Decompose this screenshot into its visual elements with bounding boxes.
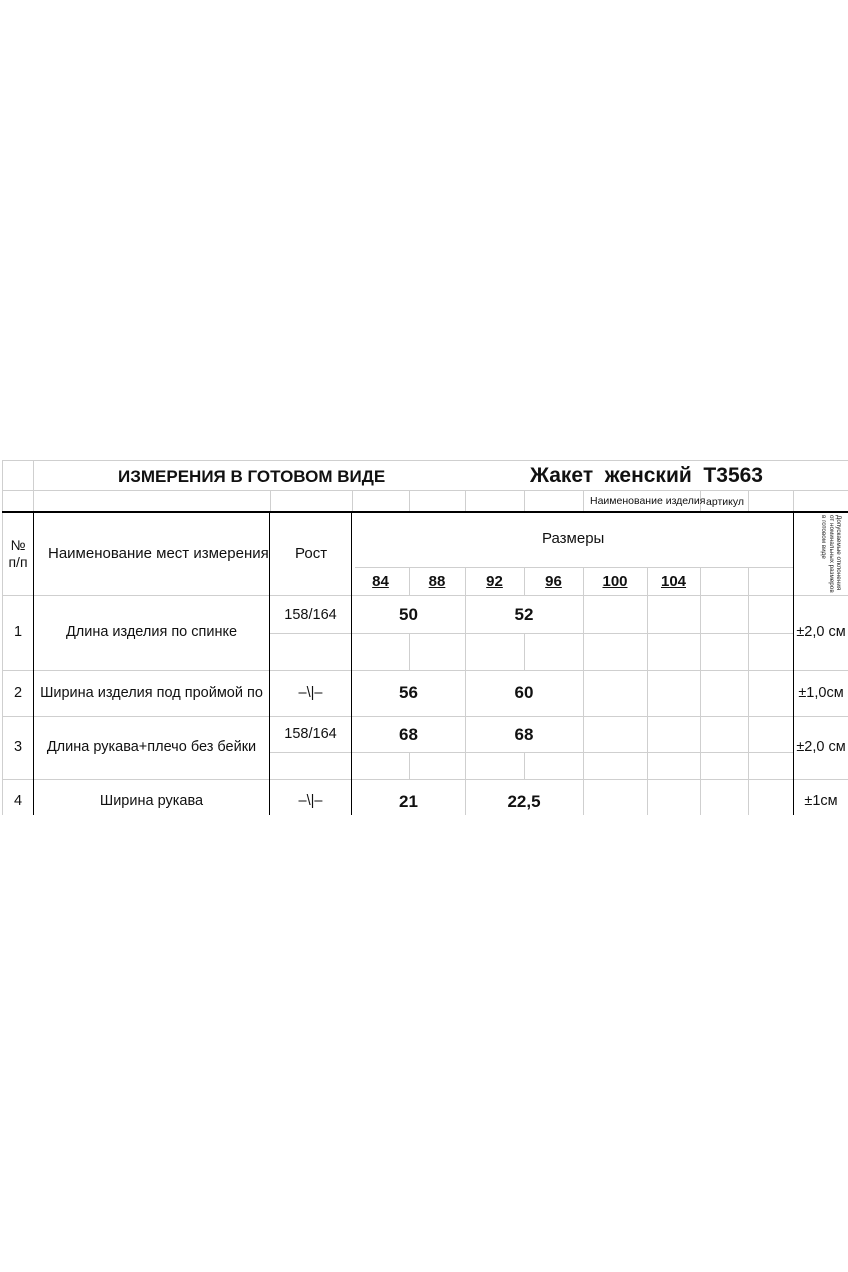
grid-line (583, 490, 584, 512)
grid-line (269, 512, 270, 815)
size-label-96: 96 (545, 573, 562, 590)
row-height: 158/164 (284, 607, 337, 623)
product-name-label: Наименование изделия (590, 495, 706, 507)
tolerance-header-text: Допускаемые отклонения от номинальных размеров в готовом виде (820, 515, 842, 593)
size-label-92: 92 (486, 573, 503, 590)
row-value-b: 52 (514, 605, 534, 624)
row-name: Длина рукава+плечо без бейки (46, 739, 257, 755)
grid-line (409, 633, 410, 670)
row-height: –\|– (298, 793, 323, 809)
grid-line (270, 752, 793, 753)
row-tolerance: ±1,0см (798, 685, 844, 701)
row-tolerance: ±2,0 см (796, 739, 846, 755)
grid-line (2, 716, 848, 717)
size-label-84: 84 (372, 573, 389, 590)
grid-line (270, 633, 793, 634)
grid-line (409, 752, 410, 779)
grid-line (647, 567, 648, 815)
grid-line (583, 567, 584, 815)
grid-line (748, 490, 749, 512)
row-tolerance: ±2,0 см (796, 624, 846, 640)
grid-line (2, 779, 848, 780)
size-label-88: 88 (428, 573, 446, 590)
row-tolerance: ±1см (804, 793, 838, 809)
row-name: Длина изделия по спинке (65, 624, 238, 640)
grid-line (465, 490, 466, 512)
grid-line (33, 460, 34, 512)
grid-line (351, 512, 352, 815)
row-number: 1 (13, 624, 23, 640)
article-label: артикул (706, 496, 744, 508)
height-header: Рост (295, 545, 328, 562)
grid-line (2, 670, 848, 671)
grid-line (793, 512, 794, 815)
row-name: Ширина рукава (99, 793, 204, 809)
grid-line (748, 567, 749, 815)
row-value-b: 60 (514, 683, 534, 702)
grid-line (700, 567, 701, 815)
sizes-header: Размеры (542, 530, 605, 547)
row-value-a: 50 (399, 605, 418, 624)
grid-line (2, 595, 848, 596)
product-title: Жакет женский Т3563 (530, 464, 763, 487)
name-header: Наименование мест измерения (48, 545, 269, 562)
row-value-b: 22,5 (507, 792, 541, 811)
table-title: ИЗМЕРЕНИЯ В ГОТОВОМ ВИДЕ (118, 467, 386, 486)
row-value-a: 56 (399, 683, 418, 702)
grid-line (2, 460, 848, 461)
row-height: –\|– (298, 685, 323, 701)
row-value-a: 21 (399, 792, 418, 811)
size-label-104: 104 (660, 573, 687, 590)
row-number: 2 (13, 685, 23, 701)
tolerance-header (798, 515, 846, 595)
grid-line (524, 633, 525, 670)
grid-line (270, 490, 271, 512)
grid-line (524, 490, 525, 512)
row-number: 3 (13, 739, 23, 755)
row-height: 158/164 (284, 726, 337, 742)
row-value-a: 68 (399, 725, 418, 744)
grid-line (793, 490, 794, 512)
grid-line (355, 567, 793, 568)
num-header: № п/п (8, 537, 28, 570)
grid-line (2, 490, 848, 491)
grid-line (409, 490, 410, 512)
row-value-b: 68 (514, 725, 534, 744)
grid-line (33, 512, 34, 815)
grid-line (524, 752, 525, 779)
grid-line (352, 490, 353, 512)
row-number: 4 (13, 793, 23, 809)
size-label-100: 100 (602, 573, 628, 590)
row-name: Ширина изделия под проймой по (40, 685, 263, 701)
header-border (2, 511, 848, 513)
